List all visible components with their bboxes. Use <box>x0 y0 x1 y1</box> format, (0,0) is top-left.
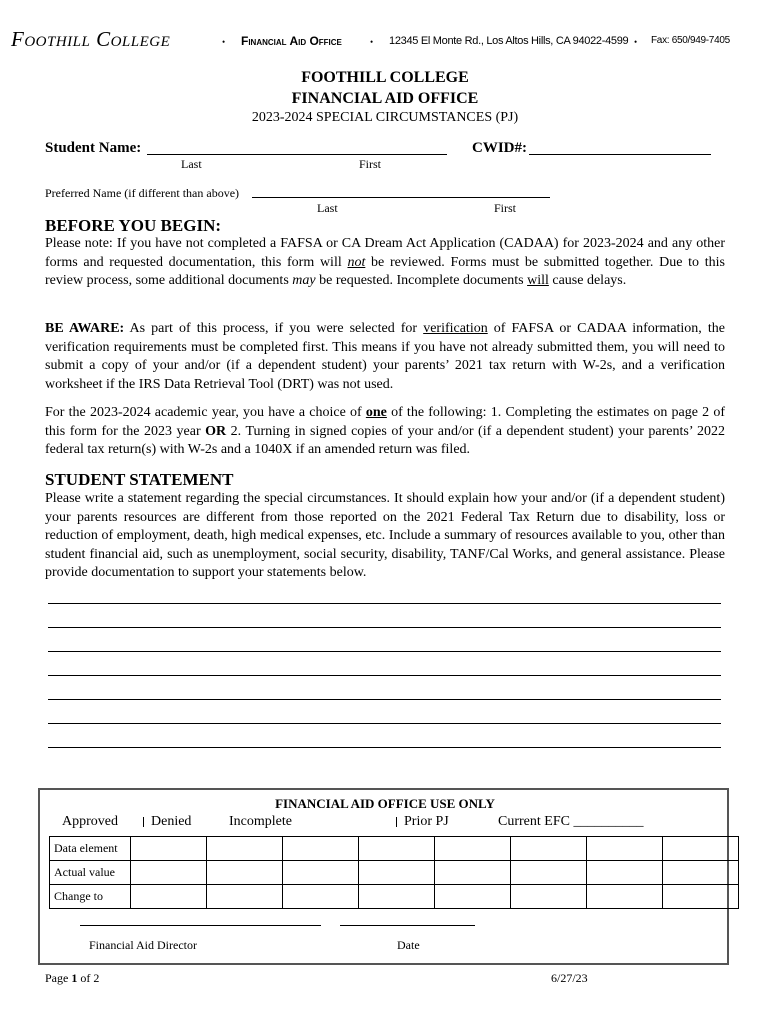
table-cell[interactable] <box>131 885 207 909</box>
cwid-line[interactable] <box>529 154 711 155</box>
office-use-table <box>49 836 739 909</box>
table-cell[interactable] <box>511 885 587 909</box>
form-title: 2023-2024 SPECIAL CIRCUMSTANCES (PJ) <box>251 110 519 125</box>
table-cell[interactable] <box>283 837 359 861</box>
table-cell[interactable] <box>131 861 207 885</box>
table-cell[interactable] <box>359 861 435 885</box>
table-cell[interactable] <box>511 837 587 861</box>
date-caption: Date <box>397 938 420 952</box>
table-cell[interactable] <box>663 861 739 885</box>
table-cell[interactable] <box>587 861 663 885</box>
last-caption: Last <box>317 201 338 215</box>
bullet-icon: • <box>370 37 374 47</box>
table-cell[interactable] <box>663 837 739 861</box>
table-row <box>50 885 739 909</box>
header-college-name: Foothill College <box>11 27 171 51</box>
table-cell[interactable] <box>359 837 435 861</box>
table-row <box>50 861 739 885</box>
office-use-title: FINANCIAL AID OFFICE USE ONLY <box>275 796 495 811</box>
statement-line[interactable] <box>48 651 721 652</box>
table-cell[interactable] <box>435 861 511 885</box>
choice-paragraph: For the 2023-2024 academic year, you have a choice of one of the following: 1. Completing the estimates on page 2 of this form for the 2023 year OR 2. Turning in signed copies of your and/or (if a dependent student) your parents’ 2022 federal tax return(s) with W-2s and a 1040X if an amended return was filed. <box>45 405 726 457</box>
checkbox-icon <box>396 817 398 827</box>
before-paragraph-1: Please note: If you have not completed a FAFSA or CA Dream Act Application (CADAA) for 2023-2024 and any other forms and requested documentation, this form will not be reviewed. Forms must be submitted together. Due to this review process, some additional documents may be requested. Incomplete documents will cause delays. <box>45 236 725 288</box>
bullet-icon: • <box>634 37 638 47</box>
table-cell[interactable] <box>207 837 283 861</box>
statement-line[interactable] <box>48 747 721 748</box>
statement-line[interactable] <box>48 675 721 676</box>
director-signature-line[interactable] <box>80 925 321 926</box>
page-number: Page 1 of 2 <box>45 971 100 985</box>
table-cell[interactable] <box>359 885 435 909</box>
table-row <box>50 837 739 861</box>
statement-line[interactable] <box>48 699 721 700</box>
table-cell[interactable] <box>511 861 587 885</box>
title-office: FINANCIAL AID OFFICE <box>291 90 479 107</box>
table-cell[interactable] <box>435 837 511 861</box>
table-cell[interactable] <box>283 861 359 885</box>
bullet-icon: • <box>222 37 226 47</box>
table-cell[interactable] <box>131 837 207 861</box>
checkbox-icon <box>143 817 145 827</box>
preferred-name-line[interactable] <box>252 197 550 198</box>
before-you-begin-heading: BEFORE YOU BEGIN: <box>45 216 222 235</box>
title-college: FOOTHILL COLLEGE <box>301 69 469 86</box>
statement-line[interactable] <box>48 627 721 628</box>
statement-line[interactable] <box>48 603 721 604</box>
first-caption: First <box>494 201 517 215</box>
table-cell[interactable] <box>283 885 359 909</box>
preferred-name-label: Preferred Name (if different than above) <box>45 186 240 200</box>
table-cell[interactable] <box>207 861 283 885</box>
table-cell[interactable] <box>207 885 283 909</box>
student-name-line[interactable] <box>147 154 447 155</box>
director-caption: Financial Aid Director <box>89 938 197 952</box>
denied-option[interactable]: Denied <box>143 814 191 830</box>
header-office-name: Financial Aid Office <box>241 34 342 48</box>
incomplete-option[interactable]: Incomplete <box>229 814 292 829</box>
approved-option[interactable]: Approved <box>62 814 118 829</box>
row-label: Actual value <box>50 861 131 885</box>
table-cell[interactable] <box>435 885 511 909</box>
table-cell[interactable] <box>587 837 663 861</box>
student-name-label: Student Name: <box>45 140 142 156</box>
row-label: Data element <box>50 837 131 861</box>
be-aware-paragraph: BE AWARE: As part of this process, if you were selected for verification of FAFSA or CADAA information, the verification requirements must be completed first. This means if you have not already submitted them, you will need to submit a copy of your and/or (if a dependent student) your parents’ 2021 tax return with W-2s, and a verification worksheet if the IRS Data Retrieval Tool (DRT) was not used. <box>45 321 725 392</box>
last-caption: Last <box>181 157 202 171</box>
cwid-label: CWID#: <box>472 140 527 156</box>
table-cell[interactable] <box>663 885 739 909</box>
student-statement-heading: STUDENT STATEMENT <box>45 470 234 489</box>
row-label: Change to <box>50 885 131 909</box>
revision-date: 6/27/23 <box>551 971 588 985</box>
prior-pj-option[interactable]: Prior PJ <box>396 814 449 830</box>
header-address: 12345 El Monte Rd., Los Altos Hills, CA 94022-4599 <box>389 35 629 47</box>
header-fax: Fax: 650/949-7405 <box>651 35 730 46</box>
first-caption: First <box>359 157 382 171</box>
statement-line[interactable] <box>48 723 721 724</box>
statement-instructions: Please write a statement regarding the special circumstances. It should explain how your and/or (if a dependent student) your parents resources are different from those reported on the 2021 Federal Tax Return due to disability, loss or reduction of employment, death, high medical expenses, etc. Include a summary of resources available to you, other than student financial aid, such as unemployment, social security, disability, TANF/Cal Works, and general assistance. Please provide documentation to support your statements below. <box>45 491 725 580</box>
current-efc-field[interactable]: Current EFC __________ <box>498 814 644 829</box>
table-cell[interactable] <box>587 885 663 909</box>
date-signature-line[interactable] <box>340 925 475 926</box>
